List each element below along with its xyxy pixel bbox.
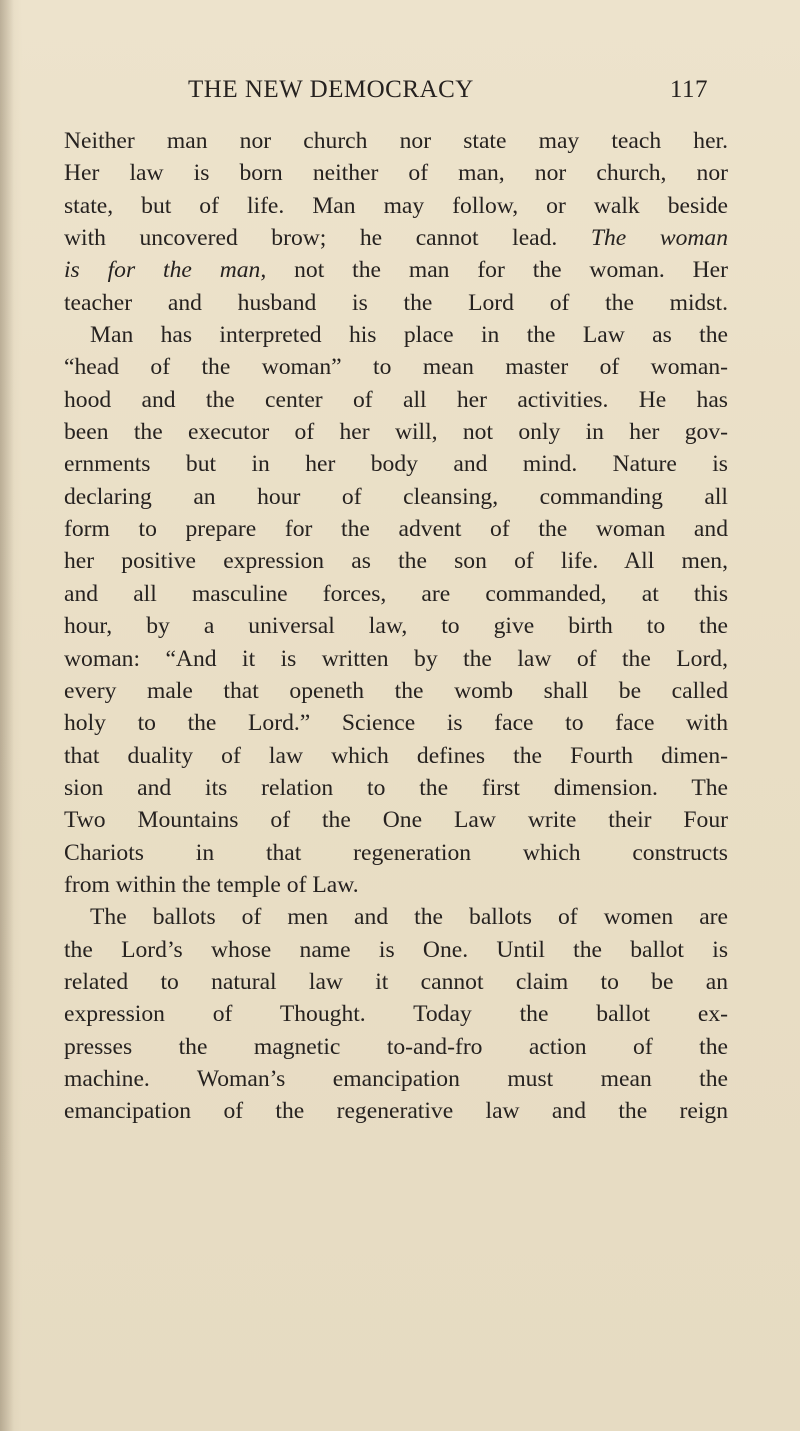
text-line: emancipation of the regenerative law and the reign [64, 1098, 728, 1125]
text-line: Two Mountains of the One Law write their Four [64, 807, 728, 834]
italic-phrase: is for the man, [64, 257, 267, 284]
text-line: “head of the woman” to mean master of woman- [64, 354, 728, 381]
running-head [188, 76, 708, 116]
text-line: presses the magnetic to-and-fro action of the [64, 1033, 728, 1060]
running-head-title: THE NEW DEMOCRACY [188, 76, 474, 103]
paragraph-first-line: Man has interpreted his place in the Law as the [90, 322, 728, 349]
text-line: woman: “And it is written by the law of the Lord, [64, 645, 728, 672]
text-line: been the executor of her will, not only in her gov- [64, 419, 728, 446]
page-number: 117 [669, 76, 708, 103]
text-line [64, 254, 728, 286]
text-line: machine. Woman’s emancipation must mean the [64, 1065, 728, 1092]
text-line: sion and its relation to the first dimension. The [64, 774, 728, 801]
text-line: hour, by a universal law, to give birth to the [64, 613, 728, 640]
text-line: and all masculine forces, are commanded, at this [64, 580, 728, 607]
text-line: hood and the center of all her activities. He has [64, 386, 728, 413]
text-run: not the man for the woman. Her [294, 257, 728, 284]
text-line: that duality of law which defines the Fourth dimen- [64, 742, 728, 769]
text-line: declaring an hour of cleansing, commanding all [64, 483, 728, 510]
text-line [64, 222, 728, 254]
text-line: expression of Thought. Today the ballot ex- [64, 1001, 728, 1028]
text-line: from within the temple of Law. [64, 871, 359, 898]
text-line: Chariots in that regeneration which constructs [64, 839, 728, 866]
paragraph-first-line: The ballots of men and the ballots of women are [90, 904, 728, 931]
italic-phrase: The woman [590, 225, 728, 252]
text-line: every male that openeth the womb shall be called [64, 677, 728, 704]
text-line: her positive expression as the son of life. All men, [64, 548, 728, 575]
body-text [64, 125, 728, 1128]
text-line: the Lord’s whose name is One. Until the ballot is [64, 936, 728, 963]
text-line: ernments but in her body and mind. Nature is [64, 451, 728, 478]
binding-gutter-shadow [0, 0, 14, 1431]
text-line: Her law is born neither of man, nor church, nor [64, 160, 728, 187]
text-run: with uncovered brow; he cannot lead. [64, 225, 558, 252]
text-line: Neither man nor church nor state may teach her. [64, 128, 728, 154]
text-line: form to prepare for the advent of the woman and [64, 516, 728, 543]
text-line: teacher and husband is the Lord of the midst. [64, 289, 728, 316]
text-line: related to natural law it cannot claim to be an [64, 968, 728, 995]
text-line: state, but of life. Man may follow, or walk beside [64, 192, 728, 219]
text-line: holy to the Lord.” Science is face to face with [64, 710, 728, 737]
